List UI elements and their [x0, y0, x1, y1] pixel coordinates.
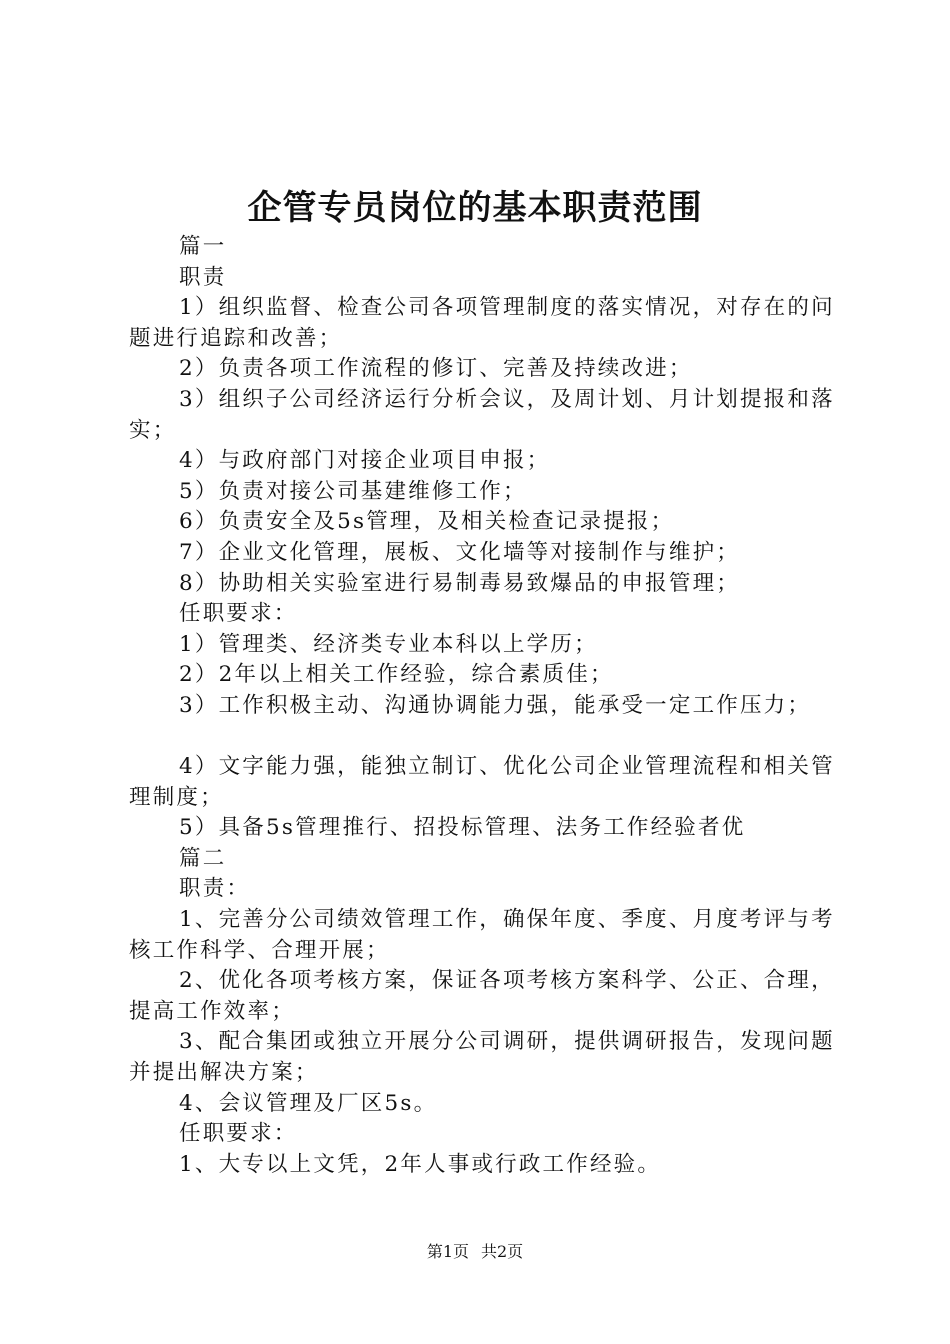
duty-item: 5）负责对接公司基建维修工作； — [179, 478, 527, 504]
subheading-duties: 职责： — [179, 876, 251, 902]
duty-item: 1）组织监督、检查公司各项管理制度的落实情况，对存在的问题进行追踪和改善； — [129, 295, 835, 351]
duty-item: 2、优化各项考核方案，保证各项考核方案科学、公正、合理，提高工作效率； — [129, 968, 835, 1024]
document-title: 企管专员岗位的基本职责范围 — [247, 188, 703, 228]
duty-item: 3、配合集团或独立开展分公司调研，提供调研报告，发现问题并提出解决方案； — [129, 1029, 835, 1086]
duty-item: 3）组织子公司经济运行分析会议，及周计划、月计划提报和落实； — [129, 386, 835, 443]
requirement-item: 3）工作积极主动、沟通协调能力强，能承受一定工作压力； — [179, 692, 812, 718]
page-footer — [0, 1242, 950, 1262]
blank-line — [129, 722, 835, 753]
section-heading-part-one: 篇一 — [179, 234, 227, 259]
duty-item: 4、会议管理及厂区5s。 — [179, 1090, 438, 1116]
document-body — [129, 232, 835, 1180]
duty-item: 1、完善分公司绩效管理工作，确保年度、季度、月度考评与考核工作科学、合理开展； — [129, 907, 835, 963]
page-total: 共2页 — [481, 1242, 524, 1261]
subheading-requirements: 任职要求： — [179, 1121, 298, 1147]
duty-item: 7）企业文化管理，展板、文化墙等对接制作与维护； — [179, 539, 740, 565]
requirement-item: 5）具备5s管理推行、招投标管理、法务工作经验者优 — [179, 815, 746, 841]
duty-item: 2）负责各项工作流程的修订、完善及持续改进； — [179, 356, 693, 382]
section-heading-part-two: 篇二 — [179, 845, 227, 871]
requirement-item: 1、大专以上文凭，2年人事或行政工作经验。 — [179, 1151, 662, 1177]
requirement-item: 4）文字能力强，能独立制订、优化公司企业管理流程和相关管理制度； — [129, 754, 835, 810]
page-number: 第1页 — [426, 1242, 469, 1261]
duty-item: 6）负责安全及5s管理，及相关检查记录提报； — [179, 509, 675, 535]
duty-item: 8）协助相关实验室进行易制毒易致爆品的申报管理； — [179, 570, 740, 596]
duty-item: 4）与政府部门对接企业项目申报； — [179, 448, 551, 474]
subheading-requirements: 任职要求： — [179, 601, 298, 627]
subheading-duties: 职责 — [179, 264, 227, 290]
requirement-item: 1）管理类、经济类专业本科以上学历； — [179, 631, 598, 657]
requirement-item: 2）2年以上相关工作经验，综合素质佳； — [179, 662, 614, 688]
